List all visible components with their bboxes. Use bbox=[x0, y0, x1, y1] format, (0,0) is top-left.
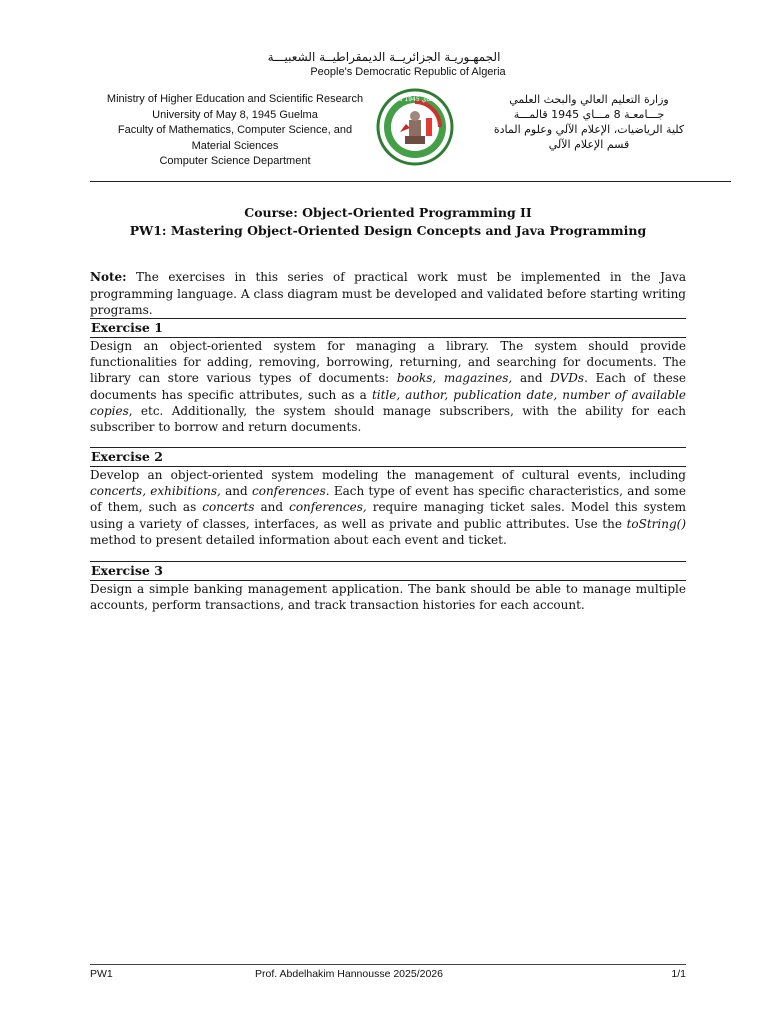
institution-block-arabic bbox=[475, 92, 703, 152]
footer-author: Prof. Abdelhakim Hannousse 2025/2026 bbox=[255, 968, 443, 980]
page-number: 1/1 bbox=[671, 968, 686, 980]
ex1-text-1: Design an object-oriented system for managing a library. The system should provide functionalities for adding, removing, borrowing, returning, and searching for documents. The library can store various types of documents: bbox=[90, 339, 686, 386]
arabic-republic-title: الجمهـوريـة الجزائريــة الديمقراطيــة الشعبيـــة bbox=[267, 50, 501, 64]
university-logo bbox=[376, 88, 454, 166]
note-text: The exercises in this series of practical work must be implemented in the Java programming language. A class diagram must be developed and validated before starting writing programs. bbox=[90, 270, 686, 317]
page-footer bbox=[90, 966, 686, 982]
logo-lettering: 8 ماي 1945 bbox=[398, 96, 432, 103]
ex2-italic-2: conferences bbox=[252, 484, 326, 499]
footer-left: PW1 bbox=[90, 968, 113, 980]
note-paragraph bbox=[90, 269, 686, 319]
course-heading bbox=[90, 204, 686, 240]
republic-title: People's Democratic Republic of Algeria bbox=[310, 66, 506, 78]
faculty-line-2: Material Sciences bbox=[191, 139, 279, 152]
exercise-2-title: Exercise 2 bbox=[90, 447, 686, 467]
university-line: University of May 8, 1945 Guelma bbox=[152, 108, 318, 121]
ministry-line-arabic: وزارة التعليم العالي والبحث العلمي bbox=[509, 93, 669, 106]
ex2-italic-5: toString() bbox=[626, 516, 686, 531]
ex2-italic-1: concerts, exhibitions, bbox=[90, 484, 221, 499]
department-line-arabic: قسم الإعلام الآلي bbox=[548, 138, 630, 151]
ministry-line: Ministry of Higher Education and Scientific Research bbox=[106, 93, 364, 105]
ex2-text-6: method to present detailed information about each event and ticket. bbox=[90, 532, 507, 547]
footer-divider bbox=[90, 964, 686, 965]
ex1-text-4: , etc. Additionally, the system should manage subscribers, with the ability for each subscriber to borrow and return documents. bbox=[90, 403, 686, 435]
course-subtitle: PW1: Mastering Object-Oriented Design Concepts and Java Programming bbox=[129, 223, 647, 238]
institution-block-english bbox=[90, 92, 380, 170]
exercise-3-title: Exercise 3 bbox=[90, 561, 686, 581]
exercise-1-text bbox=[90, 338, 686, 435]
ex2-italic-3: concerts bbox=[202, 500, 255, 515]
university-line-arabic: جـــامعـة 8 مـــاي 1945 قالمـــة bbox=[513, 108, 665, 121]
ex2-text-5: require managing ticket sales. Model this system using a variety of classes, interfaces, as well as private and public attributes. Use the bbox=[90, 500, 687, 531]
exercise-2-text bbox=[90, 467, 686, 548]
department-line: Computer Science Department bbox=[159, 155, 311, 167]
exercise-3-text: Design a simple banking management application. The bank should be able to manage multiple accounts, perform transactions, and track transaction histories for each account. bbox=[90, 582, 686, 613]
faculty-line-1: Faculty of Mathematics, Computer Science, and bbox=[117, 124, 353, 136]
header-divider bbox=[90, 181, 731, 182]
exercise-1 bbox=[90, 318, 686, 435]
ex1-italic-3: title, author, publication date, number of available copies bbox=[90, 387, 687, 418]
exercise-1-title: Exercise 1 bbox=[90, 318, 686, 338]
ex1-italic-1: books, magazines, bbox=[396, 371, 513, 386]
exercise-3 bbox=[90, 561, 686, 613]
exercise-2 bbox=[90, 447, 686, 548]
ex2-text-4: and bbox=[254, 500, 290, 515]
ex1-text-2: and bbox=[512, 371, 551, 386]
ex2-italic-4: conferences, bbox=[289, 500, 367, 515]
faculty-line-arabic: كلية الرياضيات، الإعلام الآلي وعلوم المادة bbox=[493, 123, 685, 136]
note-label: Note: bbox=[90, 270, 127, 284]
course-title: Course: Object-Oriented Programming II bbox=[244, 205, 532, 220]
ex2-text-1: Develop an object-oriented system modeling the management of cultural events, including bbox=[90, 468, 686, 482]
ex2-text-2: and bbox=[220, 484, 252, 499]
ex1-text-3: . Each of these documents has specific attributes, such as a bbox=[90, 371, 686, 402]
ex2-text-3: . Each type of event has specific characteristics, and some of them, such as bbox=[90, 484, 686, 515]
ex1-italic-2: DVDs bbox=[550, 371, 585, 386]
